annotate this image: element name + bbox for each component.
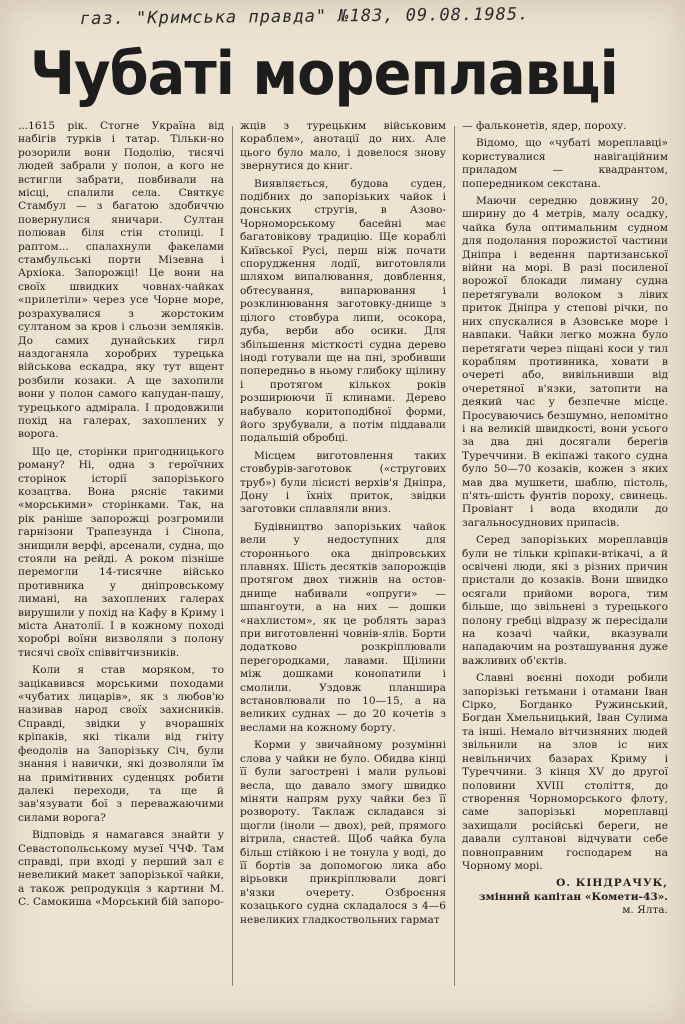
paragraph: жців з турецьким військовим кораблем», анотації до них. Але цього було мало, і довелося знову звернутися до книг. [240, 120, 446, 173]
paragraph: Що це, сторінки пригодницького роману? Ні, одна з героїчних сторінок історії запорізького козацтва. Вона рясніє такими «морськими» сторінками. Так, на рік раніше запорожці розгромили гарнізони Трапезунда і Сінопа, знищили верфі, арсенали, судна, що стояли на рейді. А роком пізніше перемогли 14-тисячне військо противника у дніпровському лимані, на захоплених галерах вирушили у похід на Кафу в Криму і міста Анатолії. І в кожному поході хоробрі воїни визволяли з полону тисячі своїх співвітчизників. [18, 445, 224, 659]
paragraph: Коли я став моряком, то зацікавився морськими походами «чубатих лицарів», як з любов'ю називав народ своїх захисників. Справді, звідки у вчорашніх кріпаків, які тікали від гніту феодолів на Запорізьку Січ, були знання і навички, які дозволяли їм на примітивних суденцях робити далекі переходи, та ще й зав'язувати бої з переважаючими силами ворога? [18, 664, 224, 824]
paragraph: Серед запорізьких мореплавців були не тільки кріпаки-втікачі, а й освічені люди, які з різних причин пристали до козаків. Вони швидко осягали прийоми ворога, тим більше, що звільнені з турецького полону гребці відразу ж пересідали на козачі чайки, вказували нападаючим на розташування дуже важливих об'єктів. [462, 534, 668, 667]
paragraph: Місцем виготовлення таких стовбурів-заготовок («стругових труб») були лісисті верхів'я Дніпра, Дону і їхніх приток, звідки заготовки сплавляли вниз. [240, 449, 446, 516]
paragraph: Виявляється, будова суден, подібних до запорізьких чайок і донських стругів, в Азово-Чорноморському басейні має багатовікову традицію. Ще кораблі Київської Русі, перш ніж почати спорудження лодії, виготовляли шляхом випалювання, довблення, обтесування, випарювання і розклинювання заготовку-днище з цілого стовбура липи, осокора, дуба, верби або осики. Для збільшення місткості судна дерево іноді готували ще на пні, зробивши попередньо в ньому глибоку щілину і протягом кількох років розширюючи її клинами. Дерево набувало коритоподібної форми, його зрубували, а потім піддавали подальшій обробці. [240, 177, 446, 445]
handwritten-source-note: газ. "Кримська правда" №183, 09.08.1985. [79, 4, 530, 30]
article-column-1 [18, 120, 224, 1000]
article-headline: Чубаті мореплавці [30, 39, 618, 109]
author-title: змінний капітан «Комети-43». [478, 890, 668, 903]
paragraph: Відповідь я намагався знайти у Севастопольському музеї ЧЧФ. Там справді, при вході у перший зал є невеликий макет запорізької чайки, а також репродукція з картини М. С. Самокиша «Морський бій запоро- [18, 829, 224, 909]
paragraph: — фальконетів, ядер, пороху. [462, 120, 627, 132]
author-name: О. КІНДРАЧУК, [556, 877, 668, 890]
paragraph: Славні воєнні походи робили запорізькі гетьмани і отамани Іван Сірко, Богданко Ружинський, Богдан Хмельницький, Іван Сулима та інші. Немало вітчизняних людей звільнили на злов іс них невільничих базарах Криму і Туреччини. З кінця XV до другої половини XVIII століття, до створення Чорноморського флоту, саме запорізькі мореплавці захищали російські береги, не давали султанові відчувати себе повноправним господарем на Чорному морі. [462, 672, 668, 872]
paragraph: Корми у звичайному розумінні слова у чайки не було. Обидва кінці її були загострені і мали рульові весла, що давало змогу швидко міняти напрям руху чайки без її розвороту. Таклаж складався зі щогли (іноли — двох), рей, прямого вітрила, снастей. Щоб чайка була більш стійкою і не тонула у воді, до її бортів за допомогою лика або вірьовки прикріплювали довгі в'язки очерету. Озброєння козацького судна складалося з 4—6 невеликих гладкоствольних гармат [240, 739, 446, 926]
article-column-3 [462, 120, 668, 1000]
author-signature [462, 877, 668, 917]
column-divider [454, 126, 455, 986]
paragraph: Відомо, що «чубаті мореплавці» користувалися навігаційним приладом — квадрантом, попередником секстана. [462, 137, 668, 190]
paragraph: Маючи середню довжину 20, ширину до 4 метрів, малу осадку, чайка була оптимальним судном для подолання порожистої частини Дніпра і ведення партизанської війни на морі. В разі посиленої ворожої блокади лиману судна перетягували волоком з лівих приток Дніпра у степові річки, по них спускалися в Азовське море і навпаки. Чайки легко можна було перетягати через піщані коси у тил кораблям противника, ховати в очереті або, вивільнивши від очеретяної в'язки, затопити на деякий час у безпечне місце. Просуваючись безшумно, непомітно і на великій швидкості, вони усього за два дні досягали берегів Туреччини. В екіпажі такого судна було 50—70 козаків, кожен з яких мав два мушкети, шаблю, пістоль, п'ять-шість фунтів пороху, свинець. Провіант і вода входили до загальносуднових припасів. [462, 195, 668, 529]
author-place: м. Ялта. [622, 904, 668, 917]
paragraph: ...1615 рік. Стогне Україна від набігів турків і татар. Тільки-но розорили вони Подолію, тисячі людей забрали у полон, а кого не встигли забрати, повбивали на місці, спалили села. Святкує Стамбул — з багатою здобиччю повернулися яничари. Султан полював біля стін столиці. І раптом... спалахнули факелами стамбульські порти Мізевна і Архіока. Запорожці! Це вони на своїх швидких човнах-чайках «прилетіли» через усе Чорне море, розрахувалися з жорстоким султаном за кров і сльози земляків. До самих дунайських гирл наздоганяла хоробрих турецька військова ескадра, яку тут вщент розбили козаки. А ще захопили вони у полон самого капудан-пашу, турецького адмірала. І продовжили похід на галерах, захоплених у ворога. [18, 120, 224, 441]
column-divider [232, 126, 233, 986]
article-body [18, 120, 673, 1000]
paragraph: Будівництво запорізьких чайок вели у недоступних для стороннього ока дніпровських плавнях. Шість десятків запорожців протягом двох тижнів на остов-днище набивали «опруги» — шпангоути, а на них — дошки «нахлистом», як це роблять зараз при виготовленні човнів-ялів. Борти додатково розкріплювали перегородками, лавами. Щілини між дошками конопатили і смолили. Уздовж планшира встановлювали по 10—15, а на великих суднах — до 20 кочетів з веслами на кожному борту. [240, 520, 446, 734]
article-column-2 [240, 120, 446, 1000]
